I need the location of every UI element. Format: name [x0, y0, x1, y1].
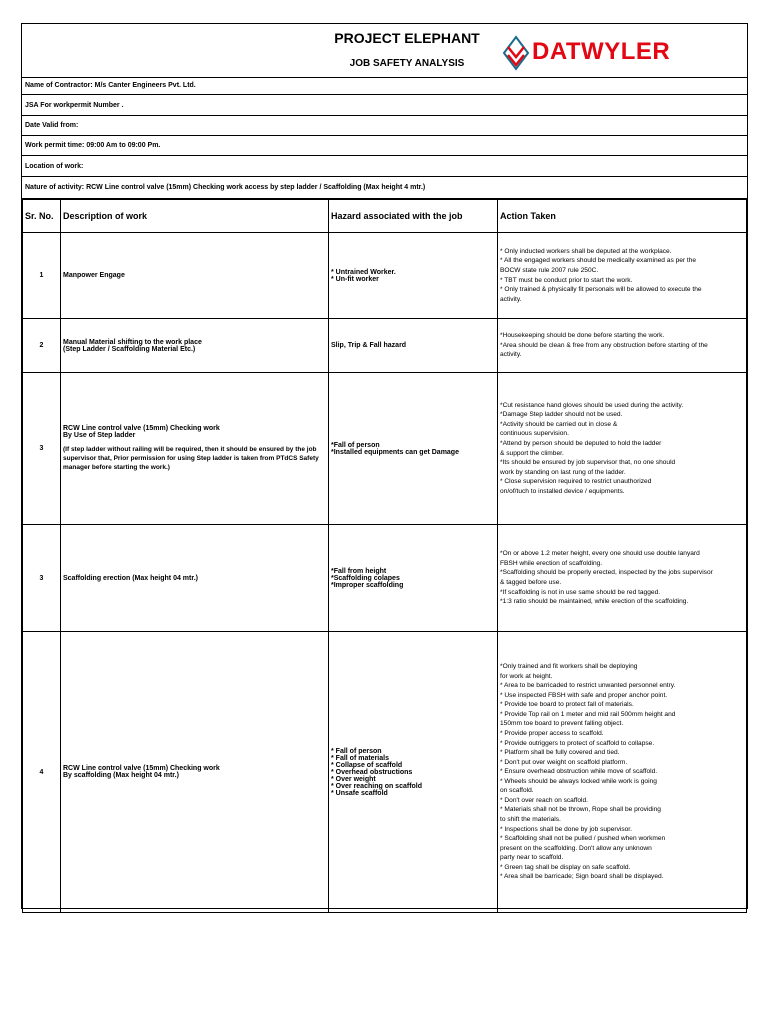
description-line: Manual Material shifting to the work place — [63, 338, 202, 346]
row-hazards — [329, 319, 498, 373]
table-row — [23, 319, 747, 373]
header-description: Description of work — [61, 200, 329, 233]
hazard-item: * Untrained Worker. — [331, 268, 396, 276]
company-logo — [502, 35, 702, 71]
note-line: manager before starting the work.) — [63, 464, 170, 472]
document-header — [22, 24, 747, 78]
action-item: * Provide outriggers to protect of scaffold to collapse. — [500, 739, 655, 747]
action-item: & tagged before use. — [500, 579, 562, 586]
contractor-row: Name of Contractor: M/s Canter Engineers Pvt. Ltd. — [22, 77, 747, 95]
hazard-item: * Over reaching on scaffold — [331, 782, 423, 790]
table-row — [23, 525, 747, 632]
table-row — [23, 373, 747, 525]
row-hazards — [329, 525, 498, 632]
action-item: party near to scaffold. — [500, 854, 564, 862]
action-item: * Materials shall not be thrown, Rope shall be providing — [500, 806, 661, 814]
action-item: *Activity should be carried out in close & — [500, 420, 618, 428]
action-item: * Wheels should be always locked while work is going — [500, 777, 657, 785]
logo-wordmark: DATWYLER — [532, 38, 671, 65]
header-action: Action Taken — [498, 200, 747, 233]
action-item: BOCW state rule 2007 rule 250C. — [500, 266, 599, 274]
action-item: * Only trained & physically fit personals will be allowed to execute the — [500, 286, 702, 294]
action-item: *Only trained and fit workers shall be deploying — [500, 663, 638, 671]
row-sr-no: 1 — [23, 233, 61, 319]
hazard-item: *Fall of person — [331, 441, 380, 449]
description-line: By scaffolding (Max height 04 mtr.) — [63, 772, 179, 779]
action-item: for work at height. — [500, 672, 553, 680]
row-hazards — [329, 632, 498, 913]
action-item: to shift the materials. — [500, 815, 561, 823]
action-item: * All the engaged workers should be medically examined as per the — [500, 257, 697, 265]
action-item: *Damage Step ladder should not be used. — [500, 411, 623, 419]
hazard-item: Slip, Trip & Fall hazard — [331, 342, 407, 349]
jsa-table — [22, 199, 747, 913]
action-item: activity. — [500, 295, 522, 303]
action-item: *Scaffolding should be properly erected, inspected by the jobs supervisor — [500, 569, 713, 577]
action-item: * Close supervision required to restrict unauthorized — [500, 478, 652, 486]
hazard-item: *Installed equipments can get Damage — [331, 448, 459, 456]
action-item: * Provide proper access to scaffold. — [500, 730, 604, 738]
action-item: FBSH while erection of scaffolding. — [500, 559, 603, 567]
action-item: & support the climber. — [500, 449, 564, 457]
action-item: on/of/tuch to installed device / equipments. — [500, 487, 625, 495]
hazard-item: * Unsafe scaffold — [331, 789, 388, 797]
note-line: (If step ladder without railing will be required, then it should be ensured by the job — [63, 445, 317, 453]
description-line: RCW Line control valve (15mm) Checking work — [63, 765, 220, 772]
action-item: 150mm toe board to prevent falling object. — [500, 720, 624, 728]
description-line: RCW Line control valve (15mm) Checking work — [63, 424, 220, 432]
document-subtitle: JOB SAFETY ANALYSIS — [349, 58, 465, 69]
table-row — [23, 233, 747, 319]
description-line: (Step Ladder / Scaffolding Material Etc.) — [63, 345, 196, 353]
action-item: * Provide Top rail on 1 meter and mid rail 500mm height and — [500, 710, 676, 718]
header-hazard: Hazard associated with the job — [329, 200, 498, 233]
hazard-item: * Un-fit worker — [331, 275, 379, 283]
description-line: Manpower Engage — [63, 272, 125, 279]
row-description — [61, 233, 329, 319]
action-item: on scaffold. — [500, 787, 534, 795]
hazard-item: * Over weight — [331, 775, 376, 783]
action-item: * Platform shall be fully covered and tied. — [500, 749, 620, 757]
jsa-sheet — [21, 23, 748, 909]
action-item: *Housekeeping should be done before starting the work. — [500, 332, 665, 340]
hazard-item: * Fall of materials — [331, 754, 389, 762]
action-item: * TBT must be conduct prior to start the work. — [500, 276, 633, 284]
action-item: work by standing on last rung of the ladder. — [500, 468, 626, 476]
action-item: * Green tag shall be display on safe scaffold. — [500, 863, 631, 871]
action-item: * Area to be barricaded to restrict unwanted personnel entry. — [500, 682, 676, 690]
action-item: *Attend by person should be deputed to hold the ladder — [500, 439, 662, 447]
row-description — [61, 373, 329, 525]
action-item: *On or above 1.2 meter height, every one should use double lanyard — [500, 550, 700, 558]
row-actions — [498, 632, 747, 913]
row-actions — [498, 319, 747, 373]
action-item: present on the scaffolding. Don't allow any unknown — [500, 844, 652, 852]
table-row — [23, 632, 747, 913]
location-row: Location of work: — [22, 156, 747, 177]
document-title: PROJECT ELEPHANT — [334, 30, 480, 46]
nature-row: Nature of activity: RCW Line control valve (15mm) Checking work access by step ladder / Scaffolding (Max height 4 mtr.) — [22, 177, 747, 199]
action-item: * Use inspected FBSH with safe and proper anchor point. — [500, 691, 668, 699]
description-note — [63, 445, 326, 472]
permit-time-row: Work permit time: 09:00 Am to 09:00 Pm. — [22, 136, 747, 156]
row-description — [61, 525, 329, 632]
row-description — [61, 319, 329, 373]
hazard-item: * Collapse of scaffold — [331, 761, 403, 769]
row-description — [61, 632, 329, 913]
description-line: By Use of Step ladder — [63, 431, 136, 439]
action-item: *Cut resistance hand gloves should be used during the activity. — [500, 401, 684, 409]
header-sr-no: Sr. No. — [23, 200, 61, 233]
hazard-item: * Fall of person — [331, 747, 382, 755]
table-header-row — [23, 200, 747, 233]
action-item: activity. — [500, 351, 522, 359]
hazard-item: *Fall from height — [331, 567, 387, 575]
action-item: * Don't put over weight on scaffold platform. — [500, 758, 628, 766]
action-item: * Inspections shall be done by job supervisor. — [500, 825, 632, 833]
row-sr-no: 4 — [23, 632, 61, 913]
hazard-item: *Scaffolding colapes — [331, 574, 400, 582]
action-item: * Don't over reach on scaffold. — [500, 796, 589, 804]
row-hazards — [329, 373, 498, 525]
action-item: * Scaffolding shall not be pulled / pushed when workmen — [500, 835, 666, 843]
action-item: *Area should be clean & free from any obstruction before starting of the — [500, 341, 708, 349]
description-line: Scaffolding erection (Max height 04 mtr.) — [63, 574, 198, 582]
row-sr-no: 3 — [23, 525, 61, 632]
row-actions — [498, 525, 747, 632]
action-item: continuous supervision. — [500, 430, 569, 438]
date-valid-row: Date Valid from: — [22, 116, 747, 136]
row-sr-no: 3 — [23, 373, 61, 525]
action-item: * Ensure overhead obstruction while move of scaffold. — [500, 768, 658, 776]
row-sr-no: 2 — [23, 319, 61, 373]
note-line: supervisor that, Prior permission for using Step ladder is taken from PTdCS Safety — [63, 454, 319, 462]
action-item: *If scaffolding is not in use same should be red tagged. — [500, 588, 661, 596]
action-item: * Only inducted workers shall be deputed at the workplace. — [500, 247, 672, 255]
action-item: * Area shall be barricade; Sign board shall be displayed. — [500, 873, 664, 881]
jsa-number-row: JSA For workpermit Number . — [22, 95, 747, 116]
row-hazards — [329, 233, 498, 319]
action-item: *Its should be ensured by job supervisor that, no one should — [500, 459, 676, 467]
logo-diamond-icon — [502, 35, 530, 71]
row-actions — [498, 373, 747, 525]
action-item: *1:3 ratio should be maintained, while erection of the scaffolding. — [500, 598, 689, 606]
row-actions — [498, 233, 747, 319]
hazard-item: * Overhead obstructions — [331, 768, 413, 776]
hazard-item: *Improper scaffolding — [331, 581, 404, 589]
action-item: * Provide toe board to protect fall of materials. — [500, 701, 634, 709]
